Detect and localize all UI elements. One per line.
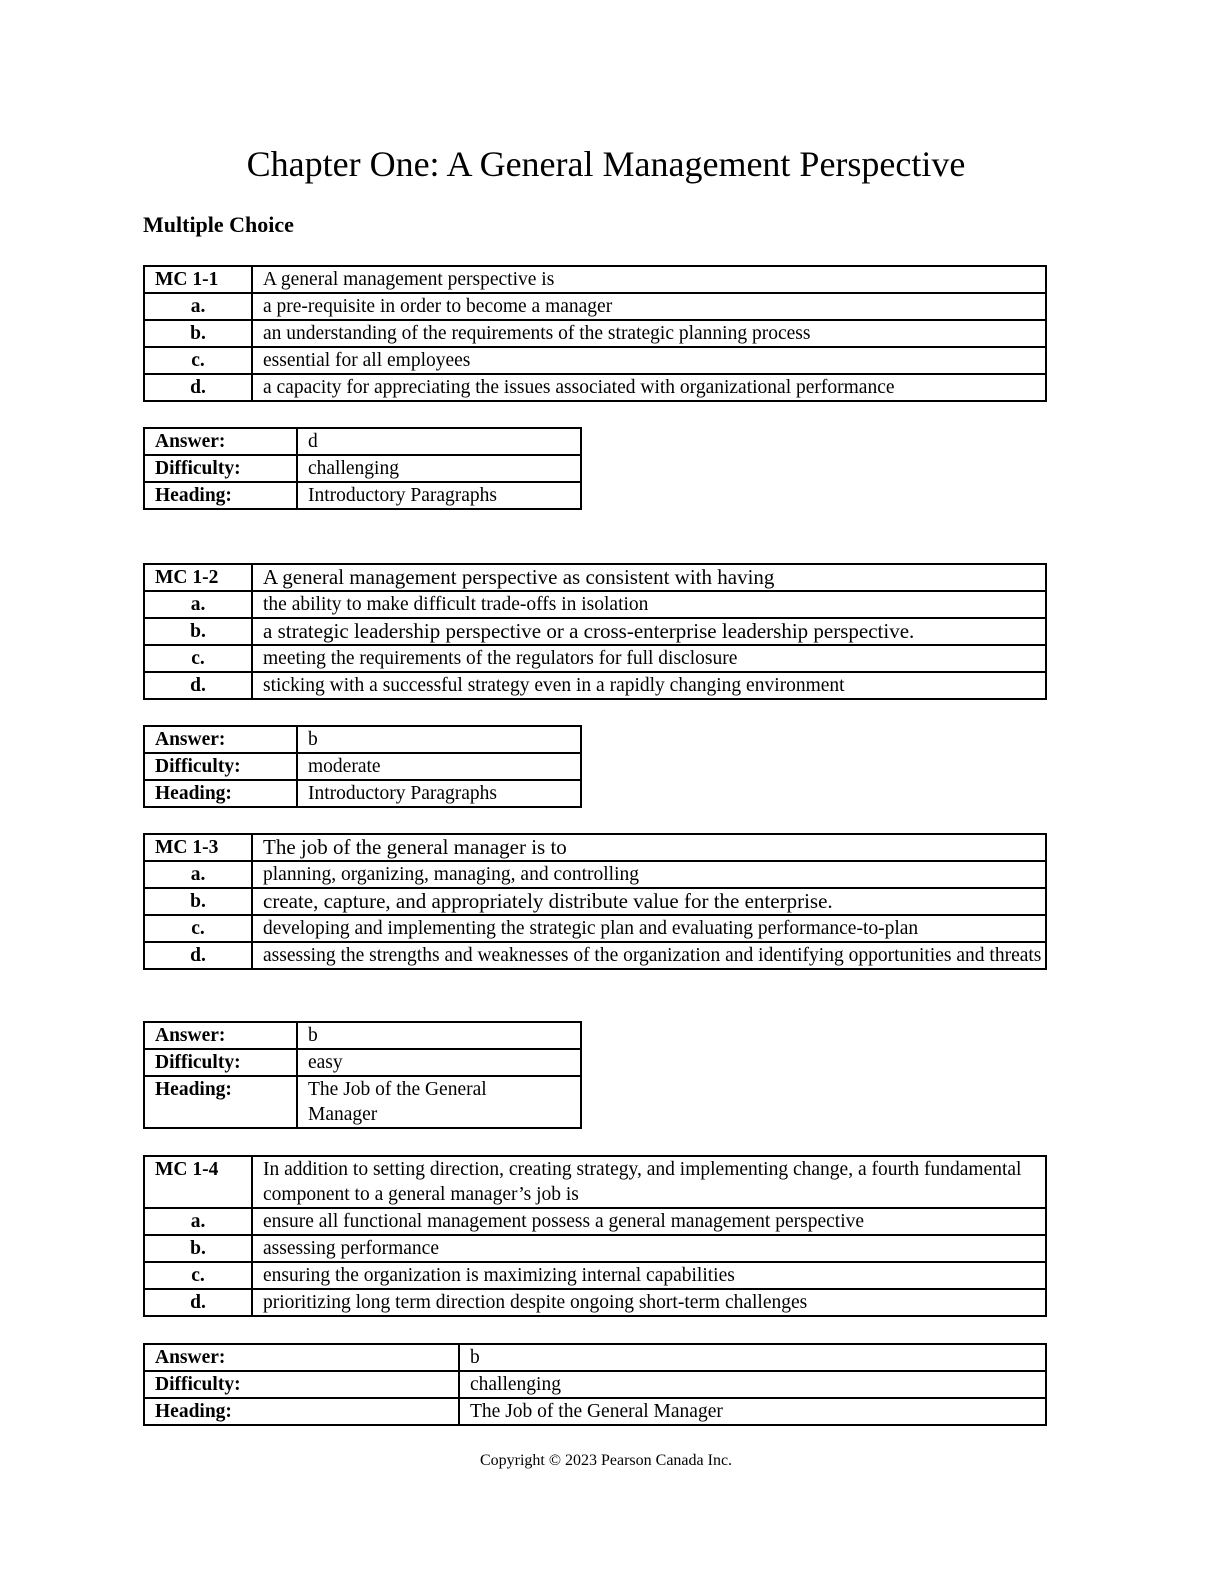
question-table-1 [143, 265, 1047, 402]
option-text: planning, organizing, managing, and controlling [252, 861, 1046, 888]
option-text: assessing performance [252, 1235, 1046, 1262]
difficulty-value: moderate [297, 753, 581, 780]
copyright-footer: Copyright © 2023 Pearson Canada Inc. [479, 1452, 733, 1469]
heading-value: The Job of the General Manager [297, 1076, 581, 1128]
heading-value: The Job of the General Manager [459, 1398, 1046, 1425]
heading-label: Heading: [144, 1076, 297, 1128]
section-heading: Multiple Choice [143, 212, 294, 237]
difficulty-label: Difficulty: [144, 753, 297, 780]
option-text: a pre-requisite in order to become a manager [252, 293, 1046, 320]
option-text: the ability to make difficult trade-offs in isolation [252, 591, 1046, 618]
difficulty-label: Difficulty: [144, 455, 297, 482]
difficulty-value: easy [297, 1049, 581, 1076]
question-number: MC 1-3 [144, 834, 252, 861]
heading-value: Introductory Paragraphs [297, 482, 581, 509]
answer-table-4 [143, 1343, 1047, 1426]
option-text: prioritizing long term direction despite ongoing short-term challenges [252, 1289, 1046, 1316]
option-text: create, capture, and appropriately distribute value for the enterprise. [252, 888, 1046, 915]
option-letter: b. [144, 320, 252, 347]
heading-label: Heading: [144, 780, 297, 807]
answer-value: d [297, 428, 581, 455]
option-letter: a. [144, 861, 252, 888]
question-table-2 [143, 563, 1047, 700]
option-text: essential for all employees [252, 347, 1046, 374]
answer-label: Answer: [144, 1022, 297, 1049]
answer-value: b [297, 726, 581, 753]
option-letter: c. [144, 645, 252, 672]
answer-label: Answer: [144, 726, 297, 753]
answer-label: Answer: [144, 1344, 459, 1371]
option-text: sticking with a successful strategy even in a rapidly changing environment [252, 672, 1046, 699]
difficulty-value: challenging [459, 1371, 1046, 1398]
answer-table-2 [143, 725, 582, 808]
question-table-4 [143, 1155, 1047, 1317]
answer-label: Answer: [144, 428, 297, 455]
option-letter: d. [144, 374, 252, 401]
question-table-3 [143, 833, 1047, 970]
option-letter: a. [144, 293, 252, 320]
option-letter: b. [144, 888, 252, 915]
option-letter: b. [144, 618, 252, 645]
option-letter: d. [144, 942, 252, 969]
option-text: ensuring the organization is maximizing internal capabilities [252, 1262, 1046, 1289]
answer-table-1 [143, 427, 582, 510]
page-title: Chapter One: A General Management Perspective [246, 144, 966, 184]
option-letter: c. [144, 347, 252, 374]
option-text: meeting the requirements of the regulators for full disclosure [252, 645, 1046, 672]
difficulty-value: challenging [297, 455, 581, 482]
option-text: developing and implementing the strategic plan and evaluating performance-to-plan [252, 915, 1046, 942]
question-number: MC 1-4 [144, 1156, 252, 1208]
option-text: a capacity for appreciating the issues associated with organizational performance [252, 374, 1046, 401]
option-letter: b. [144, 1235, 252, 1262]
question-stem: A general management perspective as consistent with having [252, 564, 1046, 591]
question-stem: In addition to setting direction, creating strategy, and implementing change, a fourth fundamental component to a general manager’s job is [252, 1156, 1046, 1208]
answer-table-3 [143, 1021, 582, 1129]
question-number: MC 1-1 [144, 266, 252, 293]
question-stem: The job of the general manager is to [252, 834, 1046, 861]
question-stem: A general management perspective is [252, 266, 1046, 293]
heading-label: Heading: [144, 482, 297, 509]
difficulty-label: Difficulty: [144, 1049, 297, 1076]
option-letter: a. [144, 1208, 252, 1235]
heading-label: Heading: [144, 1398, 459, 1425]
option-text: an understanding of the requirements of the strategic planning process [252, 320, 1046, 347]
difficulty-label: Difficulty: [144, 1371, 459, 1398]
option-text: ensure all functional management possess a general management perspective [252, 1208, 1046, 1235]
option-letter: d. [144, 1289, 252, 1316]
option-text: assessing the strengths and weaknesses of the organization and identifying opportunities and threats [252, 942, 1046, 969]
option-letter: c. [144, 1262, 252, 1289]
answer-value: b [297, 1022, 581, 1049]
option-text: a strategic leadership perspective or a cross-enterprise leadership perspective. [252, 618, 1046, 645]
option-letter: a. [144, 591, 252, 618]
question-number: MC 1-2 [144, 564, 252, 591]
option-letter: d. [144, 672, 252, 699]
answer-value: b [459, 1344, 1046, 1371]
option-letter: c. [144, 915, 252, 942]
heading-value: Introductory Paragraphs [297, 780, 581, 807]
